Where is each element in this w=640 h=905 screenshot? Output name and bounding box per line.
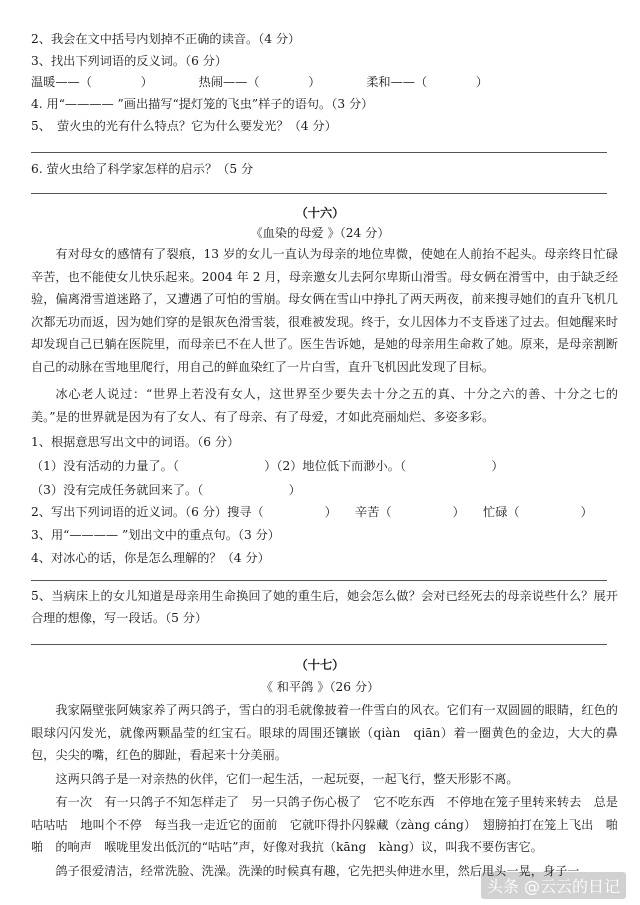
question-5: 5、 萤火虫的光有什么特点？它为什么要发光？（4 分） <box>31 119 337 133</box>
antonym-word-2: 热闹——（ ） <box>198 75 321 89</box>
section-16-number: （十六） <box>295 206 345 220</box>
watermark: 头条 @云云的日记 <box>481 872 626 899</box>
answer-line <box>31 152 607 153</box>
section-16-title: 《血染的母爱 》（24 分） <box>250 226 390 240</box>
answer-line <box>31 644 607 645</box>
section-16-question-1a: （1）没有活动的力量了。（ ）（2）地位低下而渺小。（ ） <box>31 459 504 473</box>
question-2: 2、我会在文中括号内划掉不正确的读音。（4 分） <box>31 32 301 46</box>
section-16-question-2: 2、写出下列词语的近义词。（6 分）搜寻（ ） 辛苦（ ） 忙碌（ ） <box>31 505 593 519</box>
answer-line <box>31 580 607 581</box>
section-16-paragraph: 有对母女的感情有了裂痕，13 岁的女儿一直认为母亲的地位卑微，使她在人前抬不起头。母亲终日忙碌辛苦，也不能使女儿快乐起来。2004 年 2 月，母亲邀女儿去阿尔卑斯山滑雪。母女俩在滑雪中，由于缺乏经验，偏离滑雪道迷路了，又遭遇了可怕的雪崩。母女俩在雪山中挣扎了两天两夜，前来搜寻她们的直升飞机几次都无功而返，因为她们穿的是银灰色滑雪装，很难被发现。终于，女儿因体力不支昏迷了过去。但她醒来时却发现自己已躺在医院里，而母亲已不在人世了。医生告诉她，是她的母亲用生命救了她。原来，是母亲割断自己的动脉在雪地里爬行，用自己的鲜血染红了一片白雪，直升飞机因此发现了目标。 <box>31 247 618 374</box>
section-16-question-4: 4、对冰心的话，你是怎么理解的？（4 分） <box>31 551 270 565</box>
question-6: 6. 萤火虫给了科学家怎样的启示？（5 分 <box>31 162 254 176</box>
section-16-question-1: 1、根据意思写出文中的词语。（6 分） <box>31 435 240 449</box>
question-3-words <box>31 73 618 91</box>
answer-line <box>31 193 607 194</box>
question-4: 4. 用“———— ”画出描写“提灯笼的飞虫”样子的语句。（3 分） <box>31 97 374 111</box>
section-17-paragraph: 我家隔壁张阿姨家养了两只鸽子，雪白的羽毛就像披着一件雪白的风衣。它们有一双圆圆的眼睛，红色的眼球闪闪发光，就像两颗晶莹的红宝石。眼球的周围还镶嵌（qiàn qiān）着一圈黄色的金边，大大的鼻包，尖尖的嘴，红色的脚趾，看起来十分美丽。 <box>31 703 618 763</box>
section-16-question-5: 5、当病床上的女儿知道是母亲用生命换回了她的重生后，她会怎么做？会对已经死去的母亲说些什么？展开合理的想像，写一段话。（5 分） <box>31 589 618 625</box>
section-16-question-3: 3、用“———— ”划出文中的重点句。（3 分） <box>31 528 280 542</box>
section-17-title: 《 和平鸽 》（26 分） <box>260 680 380 694</box>
section-17-paragraph: 这两只鸽子是一对亲热的伙伴，它们一起生活，一起玩耍，一起飞行，整天形影不离。 <box>55 772 519 786</box>
antonym-word-3: 柔和——（ ） <box>366 75 489 89</box>
question-3: 3、找出下列词语的反义词。（6 分） <box>31 54 228 68</box>
section-17-paragraph: 有一次 有一只鸽子不知怎样走了 另一只鸽子伤心极了 它不吃东西 不停地在笼子里转来转去 总是 咕咕咕 地叫个不停 每当我一走近它的面前 它就吓得扑闪躲藏（zàng cáng） 翅膀拍打在笼上飞出 啪啪 的响声 喉咙里发出低沉的“咕咕”声，好像对我抗（kāng kàng）议，叫我不要伤害它。 <box>31 795 631 855</box>
section-16-question-1b: （3）没有完成任务就回来了。（ ） <box>31 483 301 497</box>
antonym-word-1: 温暖——（ ） <box>31 75 153 89</box>
section-17-paragraph: 鸽子很爱清洁，经常洗脸、洗澡。洗澡的时候真有趣，它先把头伸进水里，然后甩头一晃，身子一 <box>55 864 580 878</box>
section-17-number: （十七） <box>295 658 345 672</box>
section-16-paragraph: 冰心老人说过：“世界上若没有女人，这世界至少要失去十分之五的真、十分之六的善、十分之七的美。”是的世界就是因为有了女人、有了母亲、有了母爱，才如此亮丽灿烂、多姿多彩。 <box>31 387 618 424</box>
